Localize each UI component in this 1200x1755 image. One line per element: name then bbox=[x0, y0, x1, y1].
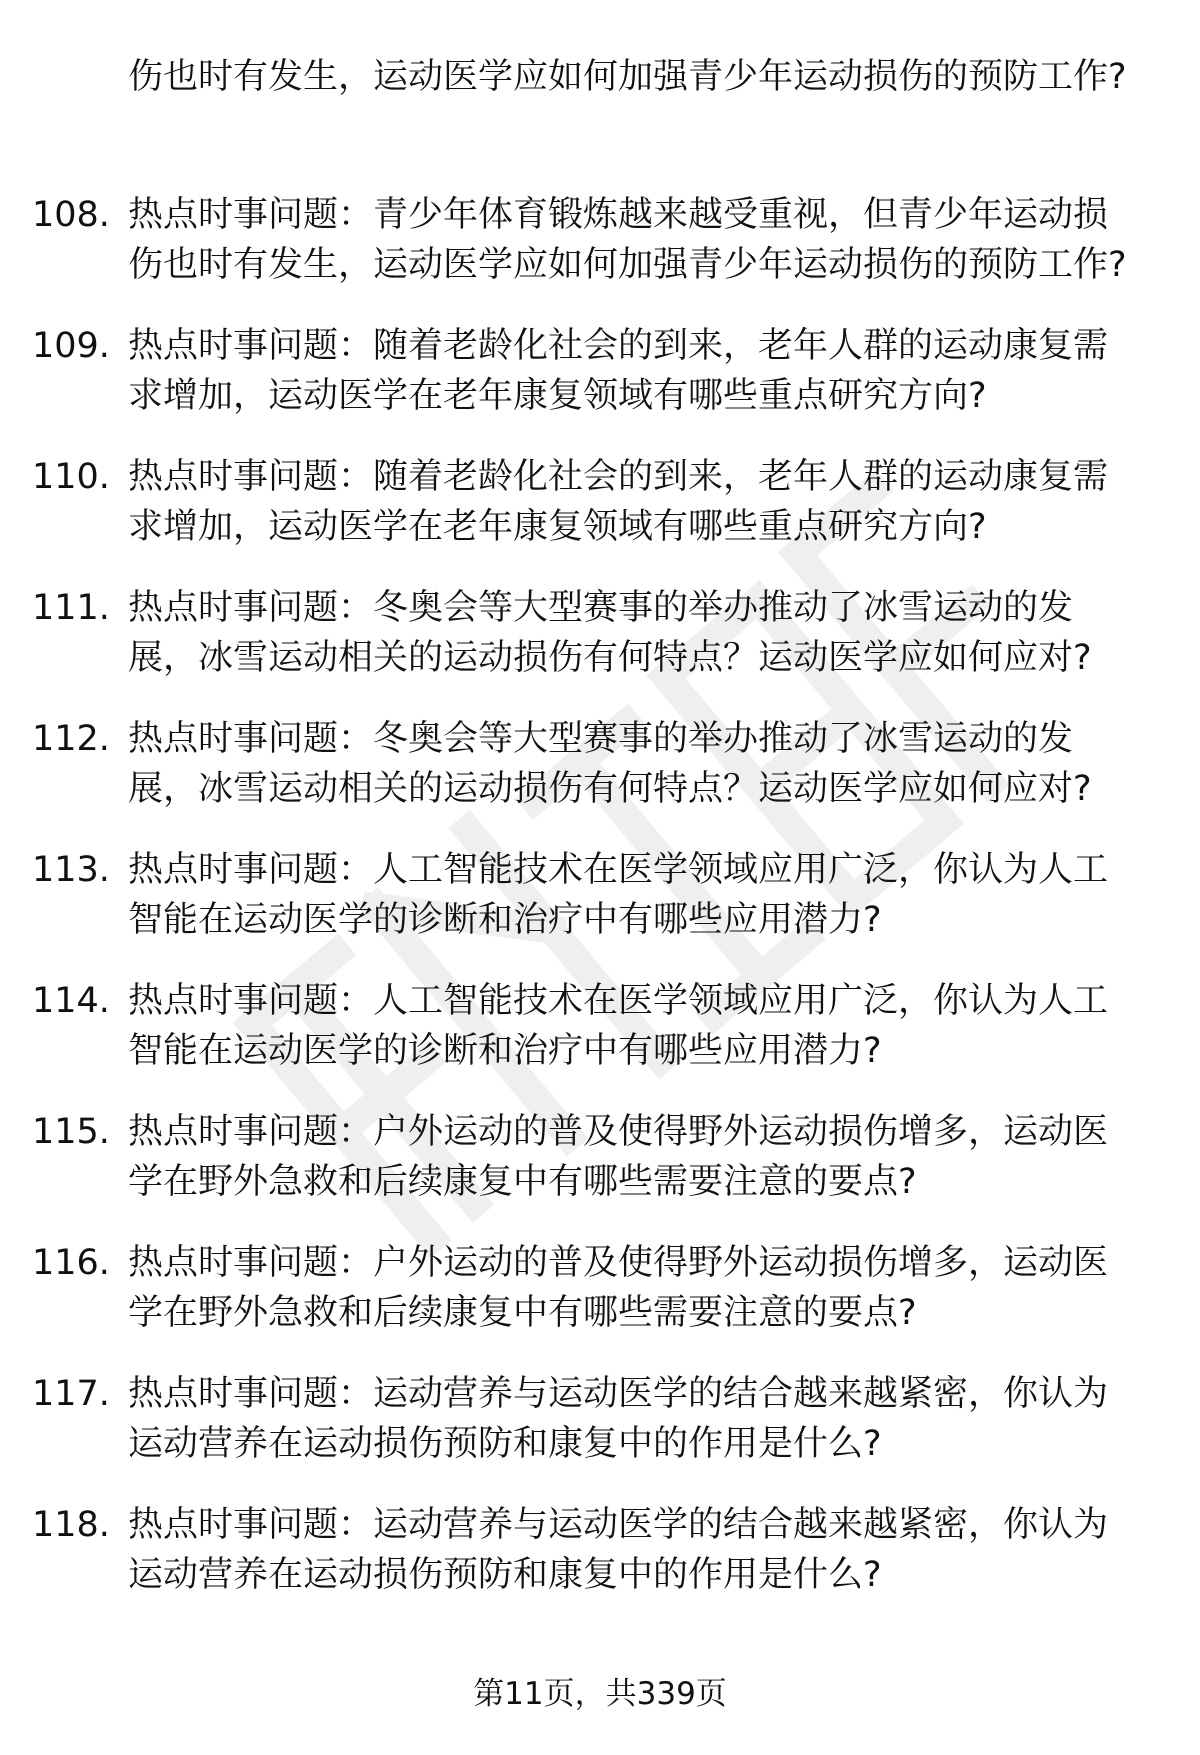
question-item-114 bbox=[0, 976, 1200, 1076]
question-number: 117. bbox=[32, 1374, 110, 1414]
question-text: 热点时事问题：运动营养与运动医学的结合越来越紧密，你认为运动营养在运动损伤预防和康复中的作用是什么? bbox=[128, 1374, 1109, 1464]
question-item-110 bbox=[0, 452, 1200, 552]
question-text: 热点时事问题：随着老龄化社会的到来，老年人群的运动康复需求增加，运动医学在老年康复领域有哪些重点研究方向? bbox=[128, 457, 1109, 547]
page-number-footer: 第11页，共339页 bbox=[473, 1676, 727, 1712]
question-number: 108. bbox=[32, 195, 110, 235]
question-text: 热点时事问题：人工智能技术在医学领域应用广泛，你认为人工智能在运动医学的诊断和治疗中有哪些应用潜力? bbox=[128, 850, 1109, 940]
question-item-111 bbox=[0, 583, 1200, 683]
question-number: 109. bbox=[32, 326, 110, 366]
question-text: 热点时事问题：冬奥会等大型赛事的举办推动了冰雪运动的发展，冰雪运动相关的运动损伤有何特点？运动医学应如何应对? bbox=[128, 719, 1092, 809]
question-item-115 bbox=[0, 1107, 1200, 1207]
question-number: 112. bbox=[32, 719, 110, 759]
question-item-109 bbox=[0, 321, 1200, 421]
question-number: 116. bbox=[32, 1243, 110, 1283]
question-number: 110. bbox=[32, 457, 110, 497]
question-item-113 bbox=[0, 845, 1200, 945]
question-item-118 bbox=[0, 1500, 1200, 1600]
continuation-text: 伤也时有发生，运动医学应如何加强青少年运动损伤的预防工作? bbox=[128, 57, 1127, 97]
question-text: 热点时事问题：冬奥会等大型赛事的举办推动了冰雪运动的发展，冰雪运动相关的运动损伤有何特点？运动医学应如何应对? bbox=[128, 588, 1092, 678]
question-text: 热点时事问题：随着老龄化社会的到来，老年人群的运动康复需求增加，运动医学在老年康复领域有哪些重点研究方向? bbox=[128, 326, 1109, 416]
question-number: 113. bbox=[32, 850, 110, 890]
question-number: 111. bbox=[32, 588, 110, 628]
question-text: 热点时事问题：青少年体育锻炼越来越受重视，但青少年运动损伤也时有发生，运动医学应如何加强青少年运动损伤的预防工作? bbox=[128, 195, 1127, 285]
question-list bbox=[0, 190, 1200, 1631]
question-item-117 bbox=[0, 1369, 1200, 1469]
question-item-112 bbox=[0, 714, 1200, 814]
question-number: 115. bbox=[32, 1112, 110, 1152]
question-text: 热点时事问题：户外运动的普及使得野外运动损伤增多，运动医学在野外急救和后续康复中有哪些需要注意的要点? bbox=[128, 1112, 1109, 1202]
question-number: 118. bbox=[32, 1505, 110, 1545]
question-text: 热点时事问题：运动营养与运动医学的结合越来越紧密，你认为运动营养在运动损伤预防和康复中的作用是什么? bbox=[128, 1505, 1109, 1595]
question-text: 热点时事问题：户外运动的普及使得野外运动损伤增多，运动医学在野外急救和后续康复中有哪些需要注意的要点? bbox=[128, 1243, 1109, 1333]
question-item-108 bbox=[0, 190, 1200, 290]
question-item-116 bbox=[0, 1238, 1200, 1338]
question-text: 热点时事问题：人工智能技术在医学领域应用广泛，你认为人工智能在运动医学的诊断和治疗中有哪些应用潜力? bbox=[128, 981, 1109, 1071]
question-number: 114. bbox=[32, 981, 110, 1021]
